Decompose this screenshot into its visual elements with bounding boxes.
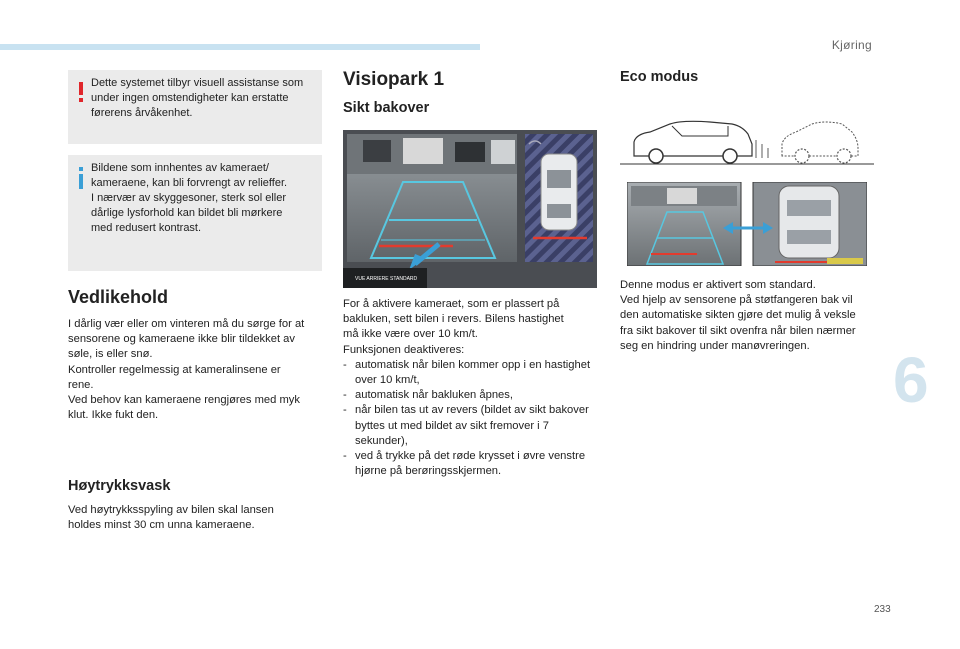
- text-line: Denne modus er aktivert som standard.: [620, 279, 816, 291]
- warning-icon: [78, 82, 84, 102]
- text-line: I dårlig vær eller om vinteren må du sørge for at: [68, 318, 305, 330]
- text-line: sensorene og kameraene ikke blir tildekket av: [68, 333, 295, 346]
- text-line: klut. Ikke fukt den.: [68, 409, 159, 422]
- text-line: Funksjonen deaktiveres:: [343, 343, 465, 356]
- text-line: Ved høytrykksspyling av bilen skal lansen: [68, 504, 274, 516]
- text-line: fra sikt bakover til sikt ovenfra når bilen nærmer: [620, 324, 856, 337]
- deactivation-list: [343, 358, 599, 480]
- eco-heading: Eco modus: [620, 69, 699, 85]
- maintenance-text: [68, 317, 328, 423]
- rear-camera-screen-image: [343, 130, 597, 288]
- text-line: må ikke være over 10 km/t.: [343, 328, 478, 341]
- eco-text: [620, 278, 880, 354]
- list-item: - når bilen tas ut av revers (bildet av sikt bakover byttes ut med bildet av sikt fremover i 7 sekunder),: [343, 403, 599, 449]
- list-item: - automatisk når bakluken åpnes,: [343, 388, 599, 403]
- header-bar: [0, 44, 480, 50]
- warning-text: Dette systemet tilbyr visuell assistanse som under ingen omstendigheter kan erstatte førerens årvåkenhet.: [91, 77, 304, 119]
- text-line: bakluken, sett bilen i revers. Bilens hastighet: [343, 313, 564, 326]
- eco-camera-view-image: [627, 182, 867, 266]
- chapter-number: 6: [893, 344, 929, 416]
- list-item: - automatisk når bilen kommer opp i en hastighet over 10 km/t,: [343, 358, 599, 388]
- info-line: med redusert kontrast.: [91, 222, 202, 234]
- info-icon: [78, 167, 84, 189]
- info-line: Bildene som innhentes av kameraet/: [91, 162, 269, 174]
- section-label: Kjøring: [831, 38, 872, 52]
- text-line: holdes minst 30 cm unna kameraene.: [68, 519, 255, 532]
- info-line: dårlige lysforhold kan bildet bli mørkere: [91, 207, 283, 219]
- text-line: rene.: [68, 378, 94, 391]
- text-line: Ved behov kan kameraene rengjøres med myk: [68, 394, 300, 407]
- image-caption: VUE ARRIERE STANDARD: [355, 276, 418, 282]
- text-line: Kontroller regelmessig at kameralinsene er: [68, 363, 281, 376]
- warning-note: [68, 70, 322, 144]
- info-line: kameraene, kan bli forvrengt av relieffer.: [91, 177, 288, 189]
- rear-view-heading: Sikt bakover: [343, 100, 430, 116]
- text-line: den automatiske sikten gjøre det mulig å veksle: [620, 309, 856, 322]
- text-line: søle, is eller snø.: [68, 348, 153, 361]
- text-line: Ved hjelp av sensorene på støtfangeren bak vil: [620, 294, 853, 307]
- maintenance-heading: Vedlikehold: [68, 287, 169, 307]
- eco-cars-illustration: [620, 118, 874, 168]
- list-item: - ved å trykke på det røde krysset i øvre venstre hjørne på berøringsskjermen.: [343, 449, 599, 479]
- visiopark-heading: Visiopark 1: [343, 69, 445, 90]
- info-note: [68, 155, 322, 271]
- text-line: seg en hindring under manøvreringen.: [620, 339, 810, 352]
- wash-heading: Høytrykksvask: [68, 478, 171, 494]
- visiopark-text: [343, 297, 599, 479]
- wash-text: [68, 503, 328, 533]
- info-line: I nærvær av skyggesoner, sterk sol eller: [91, 192, 287, 204]
- page-number: 233: [874, 604, 891, 615]
- text-line: For å aktivere kameraet, som er plassert på: [343, 298, 560, 310]
